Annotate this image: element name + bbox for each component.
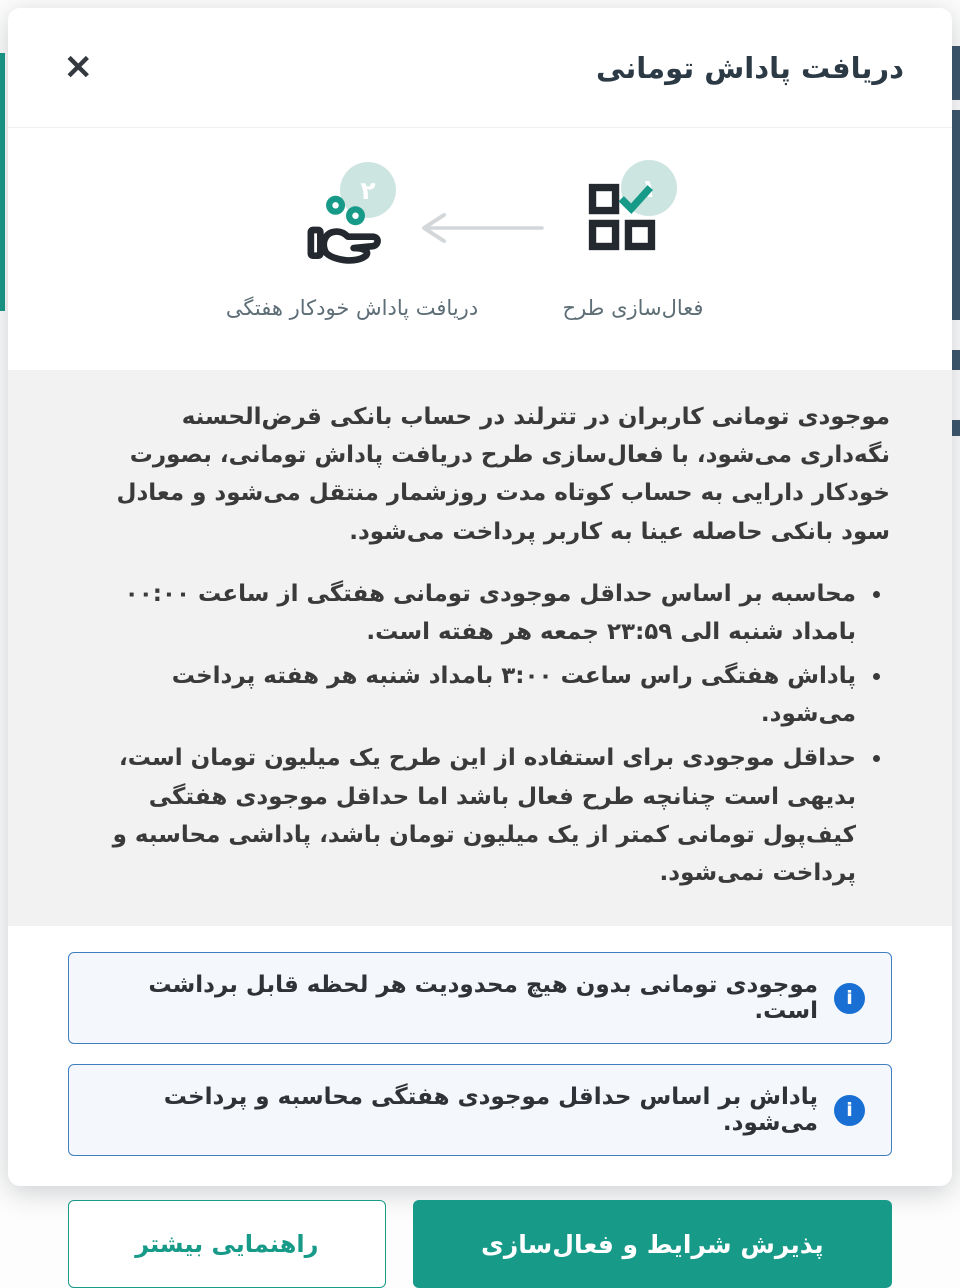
info-note-calculation <box>68 1064 892 1156</box>
step-plan-activation <box>523 128 743 370</box>
step-weekly-reward <box>192 128 512 370</box>
step-1-badge: ۱ <box>621 160 677 216</box>
step-2-badge: ۲ <box>340 162 396 218</box>
background-accent-strip <box>0 53 5 311</box>
step-1-label: فعال‌سازی طرح <box>562 296 704 320</box>
description-bullet-list <box>100 575 890 892</box>
dialog-actions <box>68 1200 892 1288</box>
plan-description <box>8 370 952 926</box>
toman-reward-dialog <box>8 8 952 1259</box>
bullet-item: • پاداش هفتگی راس ساعت ۳:۰۰ بامداد شنبه هر هفته پرداخت می‌شود. <box>100 657 860 733</box>
more-guidance-button[interactable]: راهنمایی بیشتر <box>68 1200 386 1288</box>
bullet-item: • محاسبه بر اساس حداقل موجودی تومانی هفتگی از ساعت ۰۰:۰۰ بامداد شنبه الی ۲۳:۵۹ جمعه هر هفته است. <box>100 575 860 651</box>
plan-activation-icon-cluster <box>587 160 679 252</box>
close-button[interactable] <box>62 49 95 87</box>
info-note-text: موجودی تومانی بدون هیچ محدودیت هر لحظه قابل برداشت است. <box>148 972 818 1025</box>
background-navy-strip <box>952 420 960 436</box>
info-icon: i <box>834 1095 865 1126</box>
info-note-text: پاداش بر اساس حداقل موجودی هفتگی محاسبه و پرداخت می‌شود. <box>163 1084 818 1137</box>
bullet-item: • حداقل موجودی برای استفاده از این طرح یک میلیون تومان است، بدیهی است چنانچه طرح فعال باشد اما حداقل موجودی هفتگی کیف‌پول تومانی کمتر از یک میلیون تومان باشد، پاداشی محاسبه و پرداخت نمی‌شود. <box>100 739 860 892</box>
plan-activation-icon <box>587 182 657 252</box>
reward-icon-cluster <box>306 162 398 268</box>
reward-hand-coins-icon <box>306 192 386 268</box>
step-2-label: دریافت پاداش خودکار هفتگی <box>225 296 479 320</box>
background-navy-strip <box>952 46 960 100</box>
info-icon: i <box>834 983 865 1014</box>
background-navy-strip <box>952 350 960 370</box>
close-icon: ✕ <box>64 48 93 87</box>
background-navy-strip <box>952 110 960 320</box>
accept-and-activate-button[interactable]: پذیرش شرایط و فعال‌سازی <box>413 1200 892 1288</box>
dialog-header <box>8 8 952 128</box>
steps-diagram <box>8 128 952 370</box>
description-paragraph: موجودی تومانی کاربران در تترلند در حساب بانکی قرض‌الحسنه نگه‌داری می‌شود، با فعال‌سازی طرح دریافت پاداش تومانی، بصورت خودکار دارایی به حساب کوتاه مدت روزشمار منتقل می‌شود و معادل سود بانکی حاصله عینا به کاربر پرداخت می‌شود. <box>116 404 890 545</box>
dialog-title: دریافت پاداش تومانی <box>596 50 904 85</box>
info-note-withdrawal <box>68 952 892 1044</box>
